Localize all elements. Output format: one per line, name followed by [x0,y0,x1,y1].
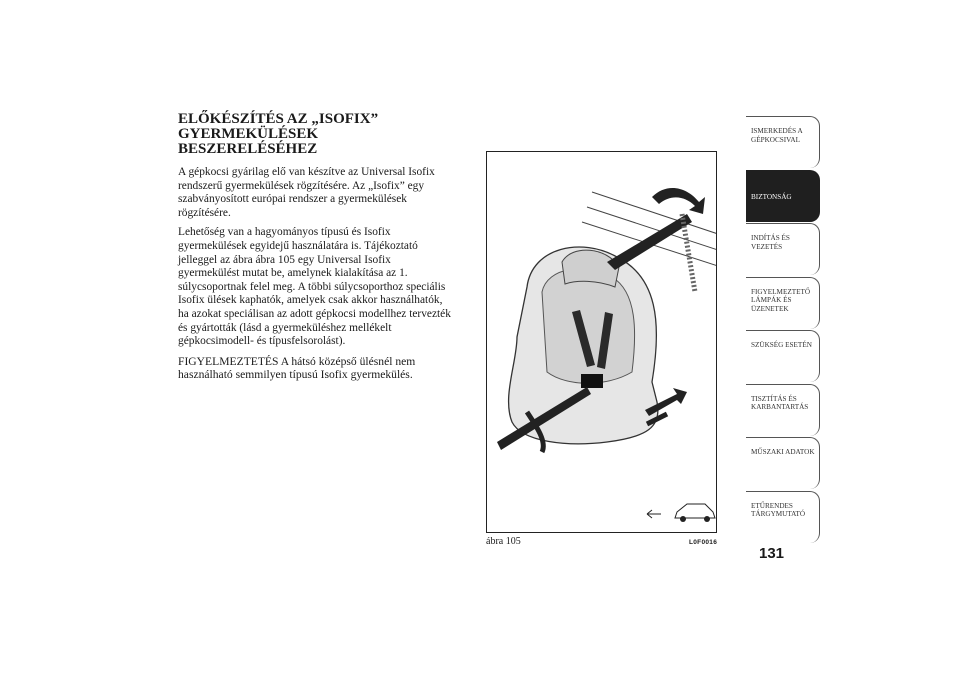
figure-caption: ábra 105 [486,536,521,547]
paragraph-intro: A gépkocsi gyárilag elő van készítve az Universal Isofix rendszerű gyermekülések rögzítésére. Az „Isofix” egy szabványosított európai rendszer a gyermekülések rögzítésére. [178,166,435,219]
chapter-tabs [746,116,820,544]
tab-emergency[interactable]: SZÜKSÉG ESETÉN [746,330,820,382]
arrow-rotate [652,188,705,214]
tab-index[interactable]: ETŰRENDES TÁRGYMUTATÓ [746,491,820,543]
tab-starting-driving[interactable]: INDÍTÁS ÉS VEZETÉS [746,223,820,275]
isofix-seat-illustration [487,152,717,533]
warning-text: FIGYELMEZTETÉS A hátsó középső ülésnél nem használható semmilyen típusú Isofix gyermekülés. [178,354,416,382]
tab-technical-data[interactable]: MŰSZAKI ADATOK [746,437,820,489]
body-text [178,166,452,388]
top-tether-strap [607,214,692,270]
page-number: 131 [759,545,785,562]
tab-cleaning-maintenance[interactable]: TISZTÍTÁS ÉS KARBANTARTÁS [746,384,820,436]
tab-warning-lights[interactable]: FIGYELMEZTETŐ LÁMPÁK ÉS ÜZENETEK [746,277,820,329]
figure-code: L0F0016 [689,539,718,546]
paragraph-details: Lehetőség van a hagyományos típusú és Isofix gyermekülések egyidejű használatára is. Tájékoztató jelleggel az ábra ábra 105 egy Universal Isofix gyermekülést mutat be, amelynek kialakítása az 1. súlycsoportnak felel meg. A többi súlycsoporthoz speciális Isofix ülések kaphatók, amelyek csak akkor használhatók, ha azokat speciálisan az adott gépkocsi modellhez tervezték és gyártották (lásd a gyermeküléshez mellékelt gépkocsimodell- és típusfelsorolást). [178,226,451,348]
section-title: ELŐKÉSZÍTÉS AZ „ISOFIX” GYERMEKÜLÉSEK BESZERELÉSÉHEZ [178,111,379,157]
car-orientation-icon [647,504,715,522]
tab-getting-to-know[interactable]: ISMERKEDÉS A GÉPKOCSIVAL [746,116,820,168]
figure-child-seat [486,151,717,533]
tab-safety[interactable]: BIZTONSÁG [746,170,820,222]
